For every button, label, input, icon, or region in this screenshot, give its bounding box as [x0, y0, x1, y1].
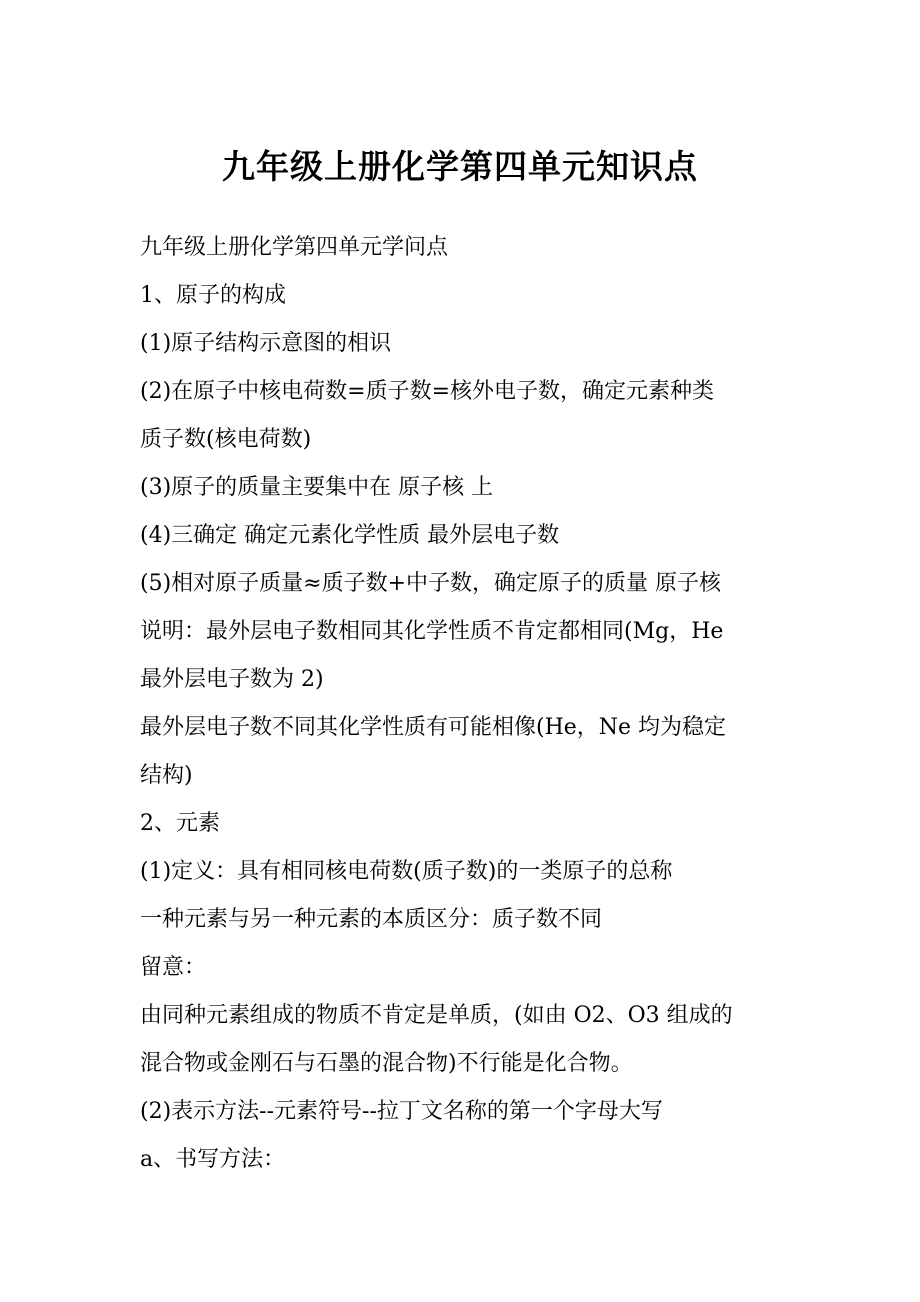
section-heading-atom-structure: 1、原子的构成	[140, 283, 286, 308]
body-line: 由同种元素组成的物质不肯定是单质，(如由 O2、O3 组成的	[140, 1003, 733, 1028]
body-line: (2)在原子中核电荷数=质子数=核外电子数，确定元素种类	[140, 379, 715, 404]
section-heading-element: 2、元素	[140, 811, 220, 836]
body-line: 混合物或金刚石与石墨的混合物)不行能是化合物。	[140, 1051, 633, 1076]
body-line: (3)原子的质量主要集中在 原子核 上	[140, 475, 494, 500]
document-title: 九年级上册化学第四单元知识点	[222, 147, 698, 186]
body-line: (5)相对原子质量≈质子数+中子数，确定原子的质量 原子核	[140, 571, 722, 596]
body-line: (2)表示方法--元素符号--拉丁文名称的第一个字母大写	[140, 1099, 663, 1124]
body-line-subtitle: 九年级上册化学第四单元学问点	[140, 235, 449, 260]
body-line: 留意：	[140, 955, 207, 980]
body-line: (1)原子结构示意图的相识	[140, 331, 392, 356]
body-line: 说明：最外层电子数相同其化学性质不肯定都相同(Mg，He	[140, 619, 724, 644]
body-line: a、书写方法：	[140, 1147, 286, 1172]
body-line: 一种元素与另一种元素的本质区分：质子数不同	[140, 907, 603, 932]
body-line: (1)定义：具有相同核电荷数(质子数)的一类原子的总称	[140, 859, 673, 884]
body-line: 最外层电子数为 2)	[140, 667, 324, 692]
body-line: 质子数(核电荷数)	[140, 427, 312, 452]
body-line: 结构)	[140, 763, 193, 788]
body-line: 最外层电子数不同其化学性质有可能相像(He，Ne 均为稳定	[140, 715, 727, 740]
document-body	[140, 224, 790, 1184]
body-line: (4)三确定 确定元素化学性质 最外层电子数	[140, 523, 560, 548]
